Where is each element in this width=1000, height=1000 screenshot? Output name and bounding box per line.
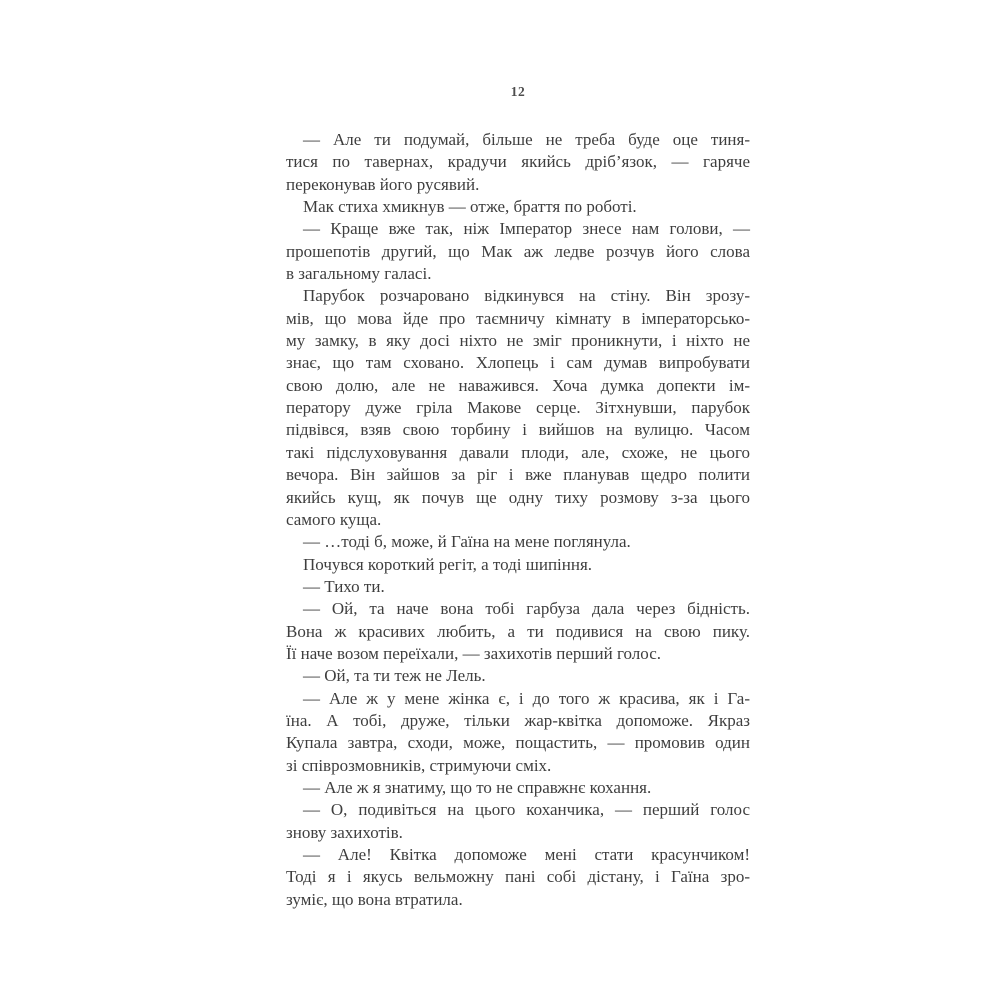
text-line: їна. А тобі, друже, тільки жар-квітка допоможе. Якраз: [286, 710, 750, 730]
text-line: — Але ти подумай, більше не треба буде оце тиня-: [303, 130, 750, 149]
text-line: самого куща.: [286, 509, 382, 529]
text-line: зуміє, що вона втратила.: [286, 889, 463, 909]
text-line: підвівся, взяв свою торбину і вийшов на вулицю. Часом: [286, 420, 750, 440]
text-line: — О, подивіться на цього коханчика, — перший голос: [303, 800, 750, 820]
text-line: знову захихотів.: [286, 822, 403, 842]
text-line: зі співрозмовників, стримуючи сміх.: [286, 755, 552, 775]
text-line: якийсь кущ, як почув ще одну тиху розмову з-за цього: [286, 487, 750, 507]
text-line: знає, що там сховано. Хлопець і сам думав випробувати: [286, 353, 750, 373]
text-line: прошепотів другий, що Мак аж ледве розчув його слова: [286, 241, 750, 261]
text-line: — Ой, та наче вона тобі гарбуза дала через бідність.: [303, 599, 750, 619]
text-line: — …тоді б, може, й Гаїна на мене поглянула.: [303, 532, 631, 552]
text-line: мів, що мова йде про таємничу кімнату в імператорсько-: [286, 308, 750, 328]
text-line: — Ой, та ти теж не Лель.: [303, 666, 486, 686]
text-line: в загальному галасі.: [286, 264, 432, 284]
text-line: Її наче возом переїхали, — захихотів перший голос.: [286, 643, 661, 663]
text-line: — Краще вже так, ніж Імператор знесе нам голови, —: [303, 219, 750, 239]
text-line: тися по тавернах, крадучи якийсь дріб’язок, — гаряче: [286, 152, 750, 172]
text-line: Почувся короткий регіт, а тоді шипіння.: [303, 554, 593, 574]
text-block: [286, 129, 750, 911]
text-line: — Але ж я знатиму, що то не справжнє кохання.: [303, 777, 652, 797]
text-line: вечора. Він зайшов за ріг і вже планував щедро полити: [286, 465, 750, 485]
text-line: Тоді я і якусь вельможну пані собі дістану, і Гаїна зро-: [286, 867, 750, 887]
text-line: переконував його русявий.: [286, 174, 480, 194]
text-line: — Тихо ти.: [303, 576, 385, 596]
text-line: Вона ж красивих любить, а ти подивися на свою пику.: [286, 621, 750, 641]
text-line: Парубок розчаровано відкинувся на стіну. Він зрозу-: [303, 286, 750, 306]
text-line: Мак стиха хмикнув — отже, браття по роботі.: [303, 197, 637, 217]
text-line: такі підслуховування давали плоди, але, схоже, не цього: [286, 442, 750, 462]
text-line: — Але! Квітка допоможе мені стати красунчиком!: [303, 845, 750, 864]
text-line: Купала завтра, сходи, може, пощастить, — промовив один: [286, 733, 750, 753]
text-line: — Але ж у мене жінка є, і до того ж красива, як і Га-: [303, 688, 750, 708]
text-line: ператору дуже гріла Макове серце. Зітхнувши, парубок: [286, 398, 750, 418]
text-line: свою долю, але не наважився. Хоча думка допекти ім-: [286, 375, 750, 395]
text-line: му замку, в яку досі ніхто не зміг проникнути, і ніхто не: [286, 331, 750, 351]
page-number: 12: [510, 84, 526, 99]
